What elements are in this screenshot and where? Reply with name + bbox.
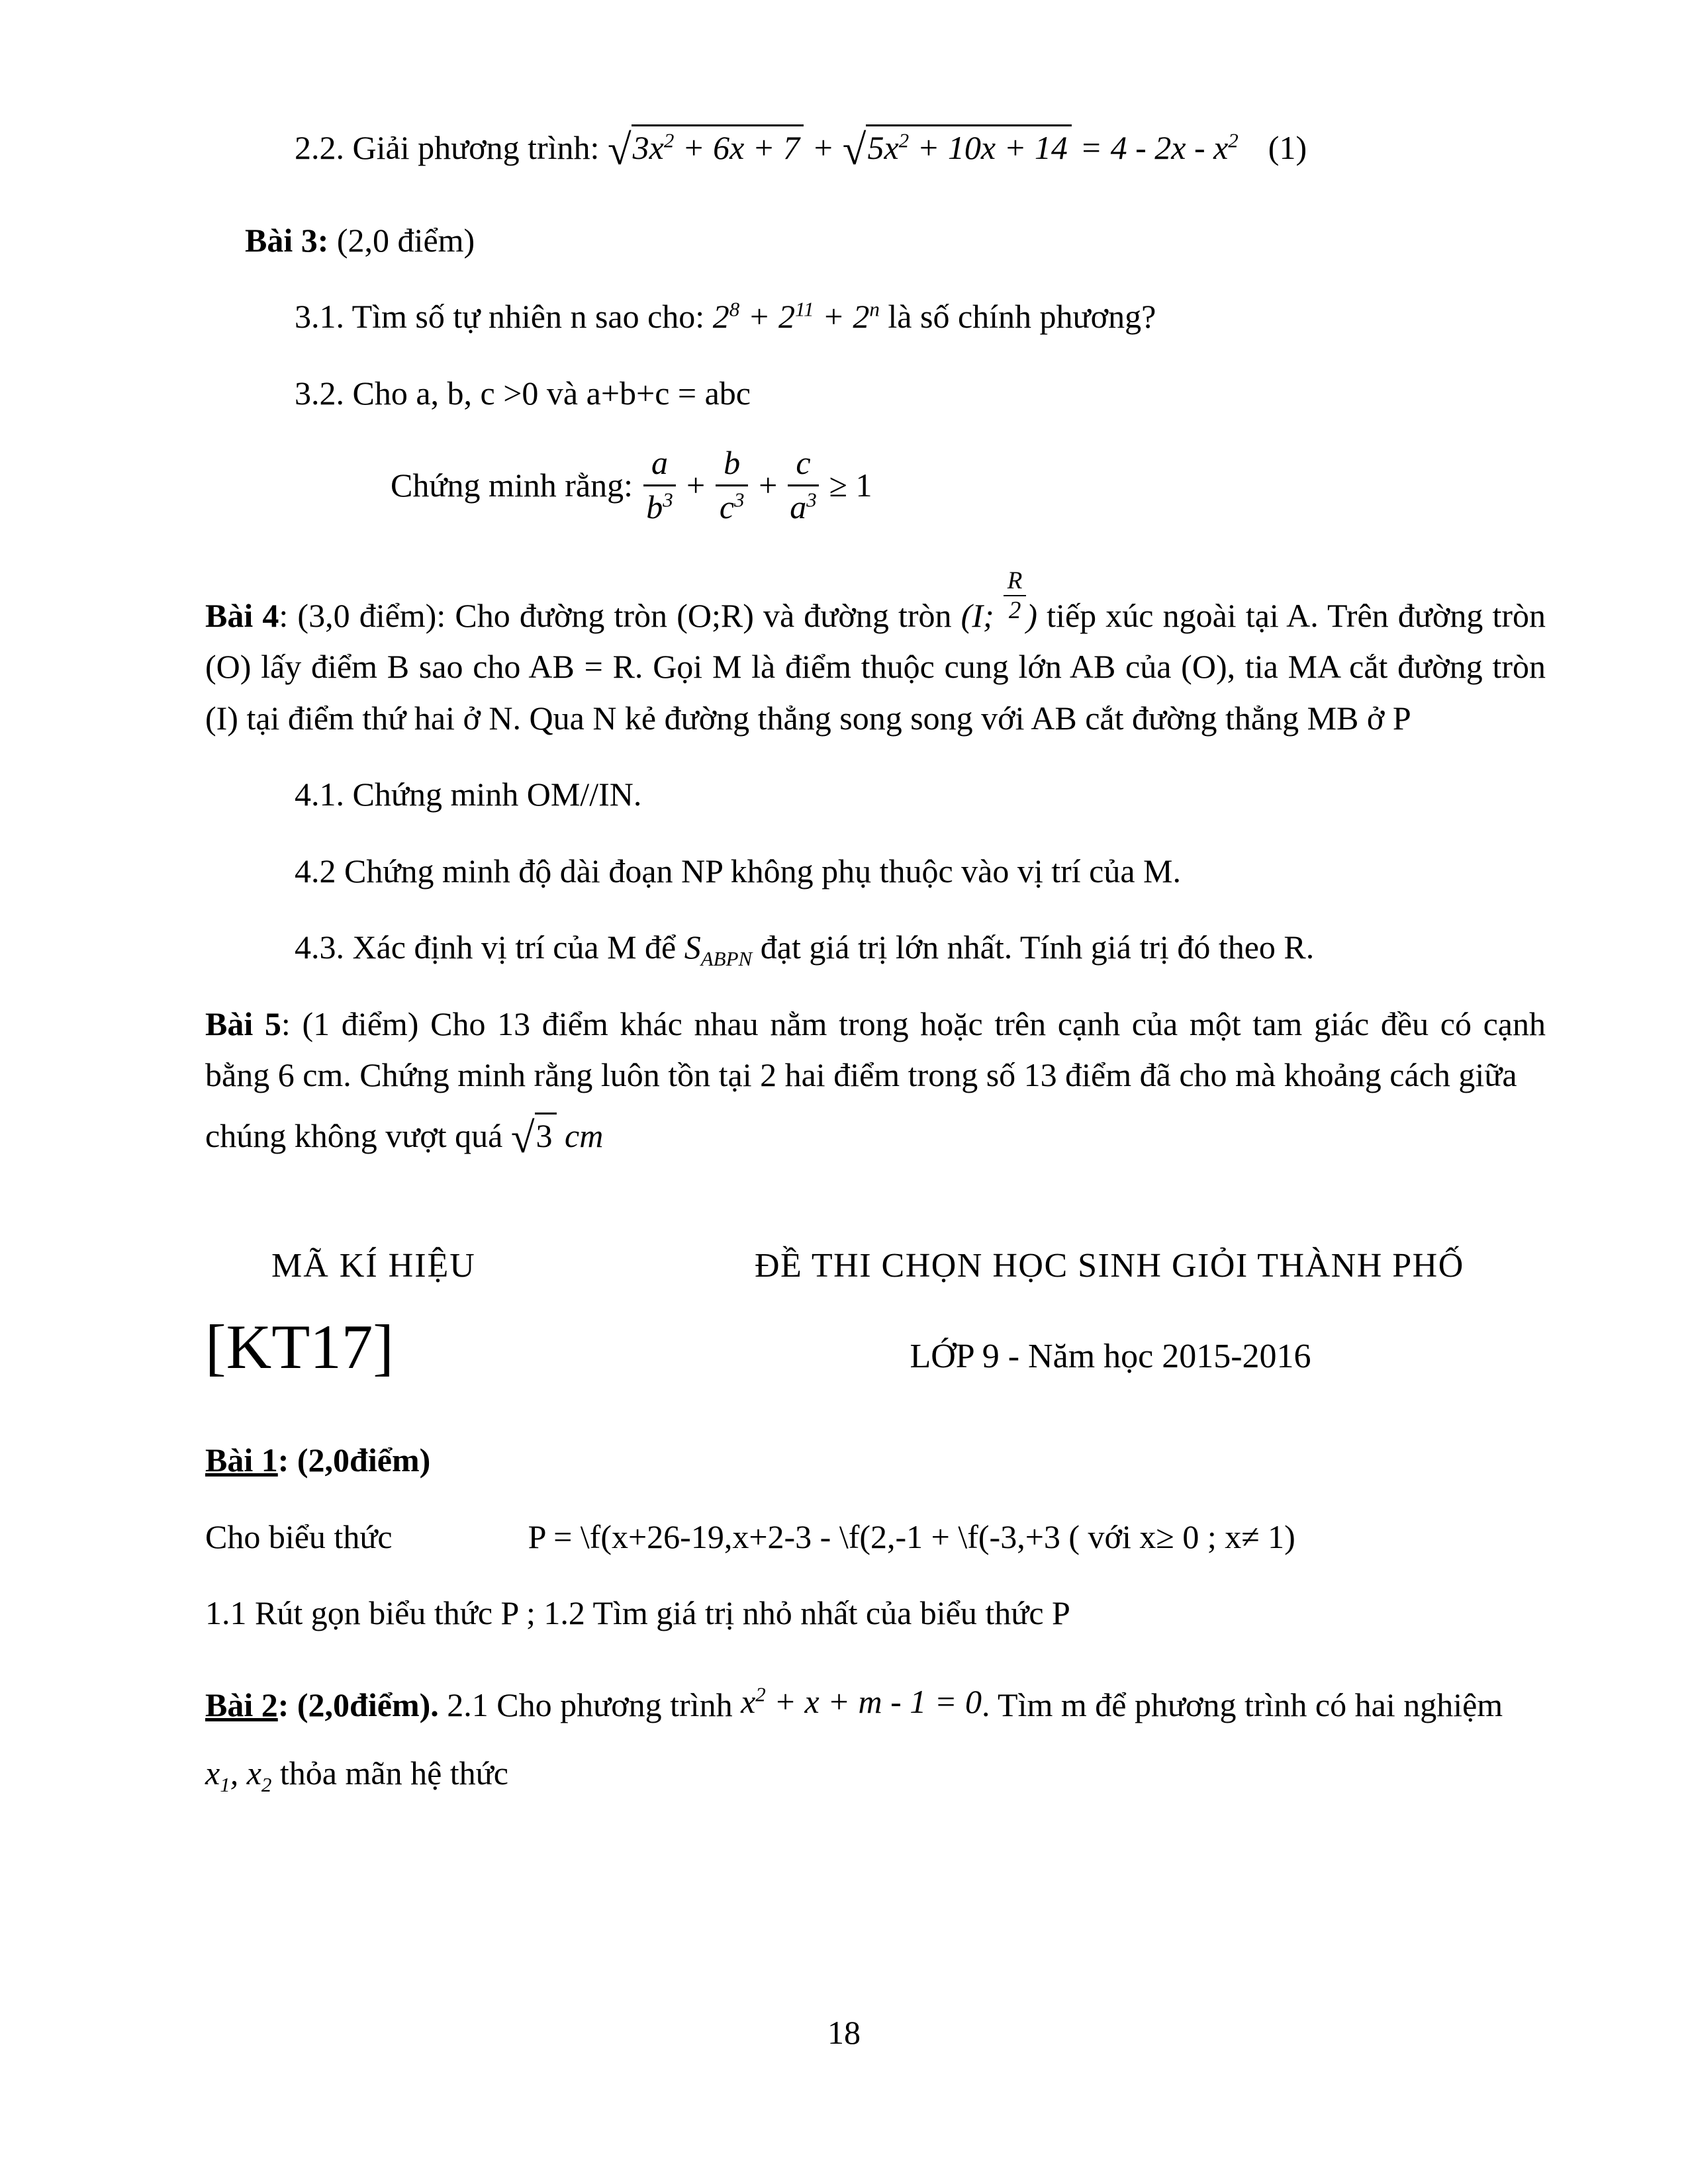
math-text: + 6x + 7 [674, 129, 800, 166]
unit-cm: cm [556, 1116, 604, 1154]
bai-5-body: : (1 điểm) Cho 13 điểm khác nhau nằm trong hoặc trên cạnh của một tam giác đều có cạnh bằng 6 cm. Chứng minh rằng luôn tồn tại 2 hai điểm trong số 13 điểm đã cho mà khoảng cách giữa [205, 1005, 1546, 1094]
math-text: 2 [778, 298, 795, 335]
math-text: a [790, 488, 807, 525]
bai-5-paragraph [205, 999, 1546, 1101]
equation-number: (1) [1268, 129, 1307, 166]
bai-1-items: 1.1 Rút gọn biểu thức P ; 1.2 Tìm giá trị nhỏ nhất của biểu thức P [205, 1594, 1070, 1632]
quadratic-equation [741, 1676, 982, 1728]
bai-3-title: Bài 3: [245, 221, 329, 259]
radical-sign: √ [607, 126, 632, 174]
math-text: 5x [867, 129, 899, 166]
problem-4-3 [295, 922, 1546, 974]
problem-3-2: 3.2. Cho a, b, c >0 và a+b+c = abc [295, 374, 751, 412]
fraction-numerator: R [1004, 569, 1027, 596]
power-expression [713, 298, 880, 335]
exam-title: ĐỀ THI CHỌN HỌC SINH GIỎI THÀNH PHỐ [755, 1247, 1464, 1285]
bai-1-points: : (2,0điểm) [277, 1441, 431, 1479]
bai-2-line2-text: thỏa mãn hệ thức [271, 1754, 508, 1792]
problem-3-1-label: 3.1. Tìm số tự nhiên n sao cho: [295, 298, 713, 335]
math-text: x [246, 1754, 261, 1792]
math-sup: 3 [663, 487, 673, 511]
problem-3-1-tail: là số chính phương? [879, 298, 1156, 335]
inequality-statement [391, 444, 1546, 526]
inequality-rhs: ≥ 1 [829, 467, 872, 504]
bai-4-body: tiếp xúc ngoài tại A. Trên đường tròn (O) lấy điểm B sao cho AB = R. Gọi M là điểm thuộc cung lớn AB của (O), tia MA cắt đường tròn (I) tại điểm thứ hai ở N. Qua N kẻ đường thẳng song song với AB cắt đường thẳng MB ở P [205, 596, 1546, 737]
field-code-formula: P = \f(x+26-19,x+2-3 - \f(2,-1 + \f(-3,+3 ( với x≥ 0 ; x≠ 1) [528, 1518, 1295, 1555]
bai-2-pre: 2.1 Cho phương trình [438, 1686, 741, 1723]
fraction-numerator: a [643, 444, 676, 486]
bai-3-heading [245, 215, 1546, 267]
bai-4-intro: : (3,0 điểm): Cho đường tròn (O;R) và đường tròn [279, 596, 961, 634]
fraction-denominator [716, 486, 748, 527]
bai-2-points: : (2,0điểm). [277, 1686, 439, 1723]
radical-sign: √ [842, 126, 867, 174]
area-symbol [684, 929, 753, 971]
problem-4-1: 4.1. Chứng minh OM//IN. [295, 776, 642, 813]
exam-code-value: [KT17] [205, 1312, 394, 1383]
math-text: + [814, 298, 853, 335]
plus-operator: + [759, 467, 778, 504]
math-text: S [684, 929, 701, 966]
problem-4-3-post: đạt giá trị lớn nhất. Tính giá trị đó theo R. [752, 929, 1315, 966]
expression-label: Cho biểu thức [205, 1518, 393, 1555]
math-sup: 2 [1228, 128, 1239, 152]
math-sub: ABPN [700, 947, 753, 971]
circle-I-close: ) [1026, 596, 1038, 634]
exam-header-right [755, 1246, 1546, 1383]
bai-1-title: Bài 1 [205, 1441, 278, 1479]
fraction-denominator [788, 486, 818, 527]
problem-2-2-label: 2.2. Giải phương trình: [295, 129, 608, 166]
radical-sign: √ [510, 1114, 535, 1162]
fraction-denominator [643, 486, 676, 527]
math-text: b [646, 488, 663, 525]
math-text: c [719, 488, 735, 525]
math-text: 3x [632, 129, 664, 166]
bai-5-title: Bài 5 [205, 1005, 281, 1042]
equation-rhs [1072, 129, 1239, 166]
radicand-3: 3 [535, 1113, 557, 1156]
math-sup: 3 [806, 487, 817, 511]
math-text: = 4 - 2x - [1071, 129, 1214, 166]
fraction-numerator: b [716, 444, 748, 486]
prove-label: Chứng minh rằng: [391, 467, 633, 504]
bai-4-title: Bài 4 [205, 596, 279, 634]
problem-3-1 [295, 291, 1546, 343]
math-text: x [741, 1682, 756, 1720]
problem-2-2 [295, 122, 1546, 174]
math-sup: 8 [729, 297, 740, 321]
math-text: x [1213, 129, 1229, 166]
plus-operator: + [686, 467, 706, 504]
fraction-numerator: c [788, 444, 818, 486]
fraction-denominator: 2 [1008, 596, 1021, 624]
radicand-1 [632, 124, 804, 167]
bai-4-paragraph [205, 569, 1546, 744]
problem-4-2: 4.2 Chứng minh độ dài đoạn NP không phụ thuộc vào vị trí của M. [295, 852, 1182, 889]
circle-I-open: (I; [961, 596, 1004, 634]
bai-3-points: (2,0 điểm) [328, 221, 475, 259]
sqrt-expression-2 [842, 126, 1072, 174]
bai-2-paragraph [205, 1676, 1546, 1731]
math-sub: 2 [261, 1773, 272, 1797]
exam-header-left [205, 1246, 755, 1383]
exam-subtitle: LỚP 9 - Năm học 2015-2016 [910, 1338, 1311, 1376]
math-sup: 2 [755, 1682, 766, 1706]
math-text: 2 [712, 298, 729, 335]
bai-1-heading [205, 1435, 1546, 1486]
fraction-a-b3 [643, 444, 676, 526]
math-text: + x + m - 1 = 0 [765, 1682, 982, 1720]
page-number: 18 [827, 2014, 861, 2051]
bai-1-formula-line [205, 1512, 1546, 1563]
bai-2-title: Bài 2 [205, 1686, 278, 1723]
math-text: x [205, 1754, 220, 1792]
fraction-b-c3 [716, 444, 748, 526]
bai-2-post: . Tìm m để phương trình có hai nghiệm [981, 1686, 1503, 1723]
math-text: , [230, 1754, 247, 1792]
bai-5-tail-text: chúng không vượt quá [205, 1116, 511, 1154]
exam-header [205, 1246, 1546, 1383]
plus-operator: + [804, 129, 843, 166]
math-text: 2 [853, 298, 870, 335]
math-sup: 2 [898, 128, 910, 152]
exam-code-label: MÃ KÍ HIỆU [271, 1247, 476, 1285]
sqrt-3 [510, 1114, 557, 1162]
sqrt-expression-1 [607, 126, 804, 174]
roots-x1-x2 [205, 1754, 272, 1797]
math-sup: 11 [794, 297, 814, 321]
math-text: + 10x + 14 [909, 129, 1068, 166]
fraction-R-2 [1004, 569, 1027, 624]
math-text: + [739, 298, 778, 335]
radicand-2 [866, 124, 1071, 167]
math-sub: 1 [220, 1773, 230, 1797]
problem-4-3-pre: 4.3. Xác định vị trí của M để [295, 929, 684, 966]
fraction-c-a3 [788, 444, 818, 526]
math-sup: 3 [734, 487, 745, 511]
bai-5-tail [205, 1111, 1546, 1162]
math-sup: n [869, 297, 880, 321]
bai-2-line2 [205, 1748, 1546, 1799]
math-sup: 2 [663, 128, 675, 152]
